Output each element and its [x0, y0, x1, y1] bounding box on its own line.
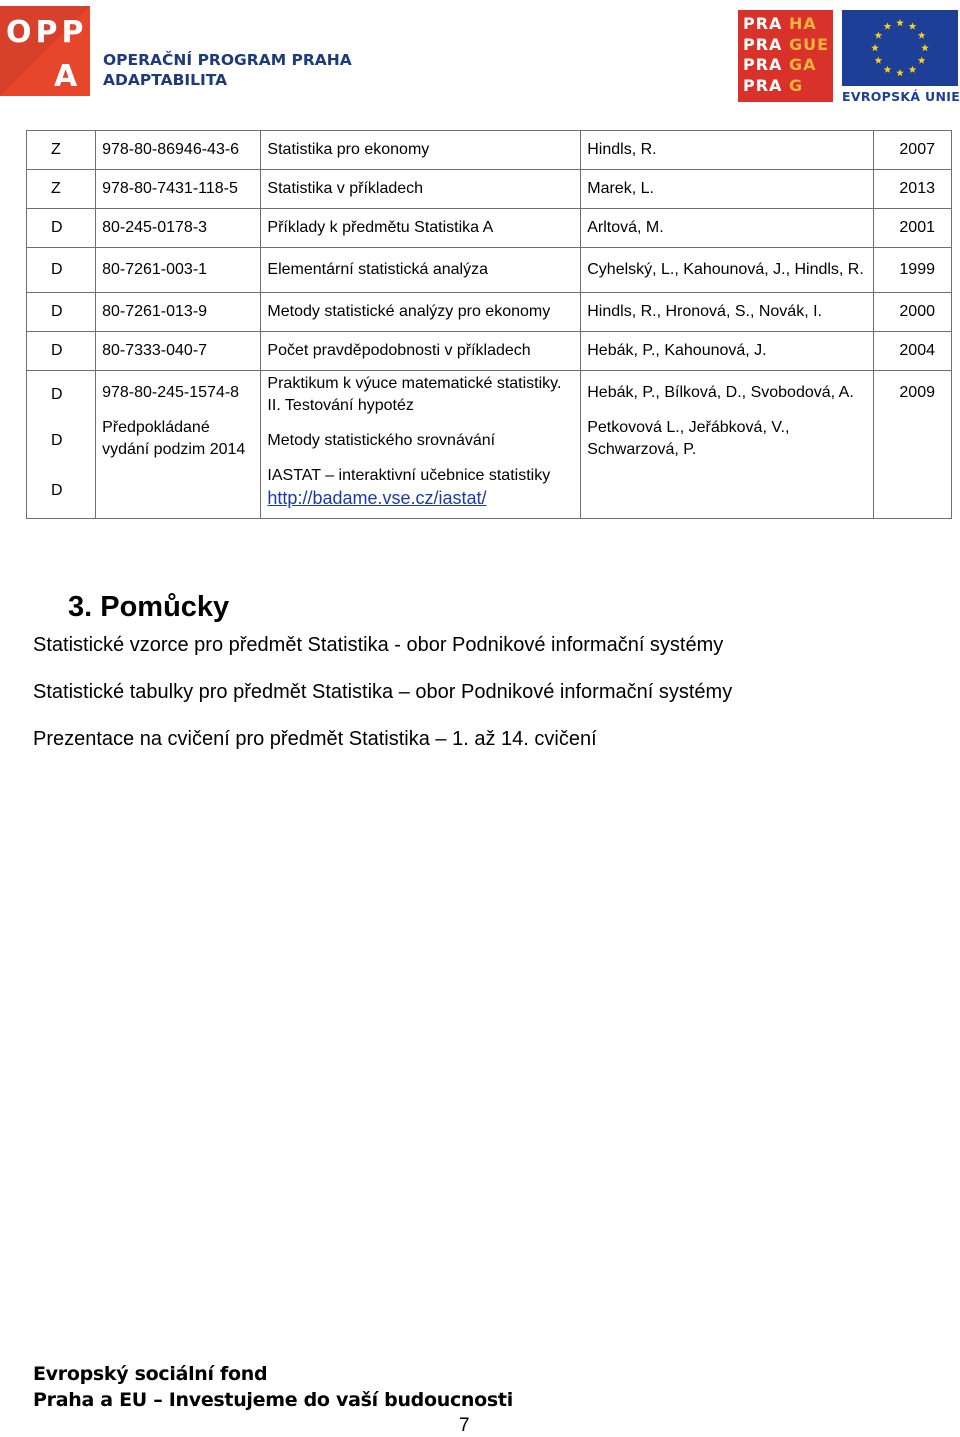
table-cell-author [581, 371, 874, 519]
table-row [27, 209, 952, 248]
opp-logo-letter-a: A [54, 59, 82, 94]
table-cell-isbn: 80-7261-003-1 [96, 248, 261, 293]
opp-logo-line1: OPERAČNÍ PROGRAM PRAHA [103, 51, 352, 69]
table-cell-title: Metody statistické analýzy pro ekonomy [261, 293, 581, 332]
table-cell-year: 2013 [874, 170, 952, 209]
praha-logo-cell: GUE [789, 34, 830, 54]
aid-item: Statistické tabulky pro předmět Statistika – obor Podnikové informační systémy [33, 681, 733, 703]
title-value: IASTAT – interaktivní učebnice statistiky [267, 467, 551, 484]
iastat-link[interactable]: http://badame.vse.cz/iastat/ [267, 488, 487, 508]
praha-logo-cell: PRA [743, 55, 783, 74]
eu-star-icon [918, 32, 926, 39]
eu-flag-icon [842, 10, 958, 86]
eu-star-icon [896, 19, 904, 26]
praha-logo-cell: HA [789, 14, 817, 33]
eu-star-icon [884, 66, 892, 73]
table-cell-author: Cyhelský, L., Kahounová, J., Hindls, R. [581, 248, 874, 293]
table-cell-type: D [27, 332, 96, 371]
literature-table [26, 130, 952, 519]
praha-prague-logo [738, 10, 833, 102]
type-value: D [51, 431, 63, 449]
table-cell-title: Elementární statistická analýza [261, 248, 581, 293]
eu-logo [842, 10, 958, 102]
author-value: Hebák, P., Bílková, D., Svobodová, A. [587, 384, 854, 401]
table-cell-author: Hindls, R. [581, 131, 874, 170]
type-value: D [51, 481, 63, 499]
aid-item: Statistické vzorce pro předmět Statistika - obor Podnikové informační systémy [33, 634, 724, 656]
opp-logo-text [103, 50, 352, 90]
eu-star-icon [875, 57, 883, 64]
table-row-merged [27, 371, 952, 519]
eu-logo-text: EVROPSKÁ UNIE [842, 89, 960, 104]
opp-logo-letters: OPP [6, 15, 88, 50]
table-row [27, 248, 952, 293]
table-cell-title: Statistika v příkladech [261, 170, 581, 209]
eu-star-icon [921, 44, 929, 51]
table-row [27, 170, 952, 209]
table-cell-isbn [96, 371, 261, 519]
table-cell-year: 2007 [874, 131, 952, 170]
author-value: Petkovová L., Jeřábková, V., Schwarzová, P. [587, 419, 790, 458]
eu-star-icon [896, 69, 904, 76]
table-cell-year: 2001 [874, 209, 952, 248]
footer-line1: Evropský sociální fond [33, 1363, 268, 1385]
table-cell-year: 1999 [874, 248, 952, 293]
table-row [27, 131, 952, 170]
table-cell-title: Počet pravděpodobnosti v příkladech [261, 332, 581, 371]
table-cell-year: 2004 [874, 332, 952, 371]
table-cell-isbn: 80-7261-013-9 [96, 293, 261, 332]
table-cell-isbn: 978-80-7431-118-5 [96, 170, 261, 209]
table-row [27, 332, 952, 371]
eu-star-icon [909, 22, 917, 29]
isbn-value: 978-80-245-1574-8 [102, 384, 240, 401]
table-cell-author: Hebák, P., Kahounová, J. [581, 332, 874, 371]
table-cell-isbn: 80-7333-040-7 [96, 332, 261, 371]
footer-line2: Praha a EU – Investujeme do vaší budoucnosti [33, 1389, 513, 1411]
eu-star-icon [884, 22, 892, 29]
table-cell-type [27, 371, 96, 519]
table-cell-type: Z [27, 170, 96, 209]
table-cell-title [261, 371, 581, 519]
praha-logo-cell: PRA [743, 75, 783, 95]
year-value: 2009 [899, 384, 935, 401]
eu-star-icon [909, 66, 917, 73]
table-cell-isbn: 978-80-86946-43-6 [96, 131, 261, 170]
table-cell-type: D [27, 293, 96, 332]
section-heading: 3. Pomůcky [68, 591, 230, 623]
table-cell-type: Z [27, 131, 96, 170]
table-row [27, 293, 952, 332]
table-cell-author: Arltová, M. [581, 209, 874, 248]
opp-logo-mark [0, 6, 90, 96]
page-number: 7 [459, 1415, 470, 1436]
type-value: D [51, 385, 63, 403]
eu-star-icon [875, 32, 883, 39]
table-cell-author: Hindls, R., Hronová, S., Novák, I. [581, 293, 874, 332]
table-cell-title: Příklady k předmětu Statistika A [261, 209, 581, 248]
opp-logo-line2: ADAPTABILITA [103, 71, 228, 89]
table-cell-type: D [27, 209, 96, 248]
table-cell-year [874, 371, 952, 519]
praha-logo-cell: PRA [743, 14, 783, 33]
praha-logo-cell: PRA [743, 34, 783, 54]
eu-star-icon [871, 44, 879, 51]
table-cell-type: D [27, 248, 96, 293]
title-value: Metody statistického srovnávání [267, 432, 496, 449]
table-cell-year: 2000 [874, 293, 952, 332]
isbn-planned: Předpokládané vydání podzim 2014 [102, 419, 246, 458]
eu-star-icon [918, 57, 926, 64]
table-cell-title: Statistika pro ekonomy [261, 131, 581, 170]
praha-logo-cell: GA [789, 55, 817, 74]
praha-logo-cell: G [789, 75, 804, 95]
opp-praha-adaptabilita-logo [0, 0, 352, 100]
title-value: Praktikum k výuce matematické statistiky. II. Testování hypotéz [267, 375, 562, 414]
table-cell-author: Marek, L. [581, 170, 874, 209]
table-cell-isbn: 80-245-0178-3 [96, 209, 261, 248]
aid-item: Prezentace na cvičení pro předmět Statistika – 1. až 14. cvičení [33, 728, 597, 750]
